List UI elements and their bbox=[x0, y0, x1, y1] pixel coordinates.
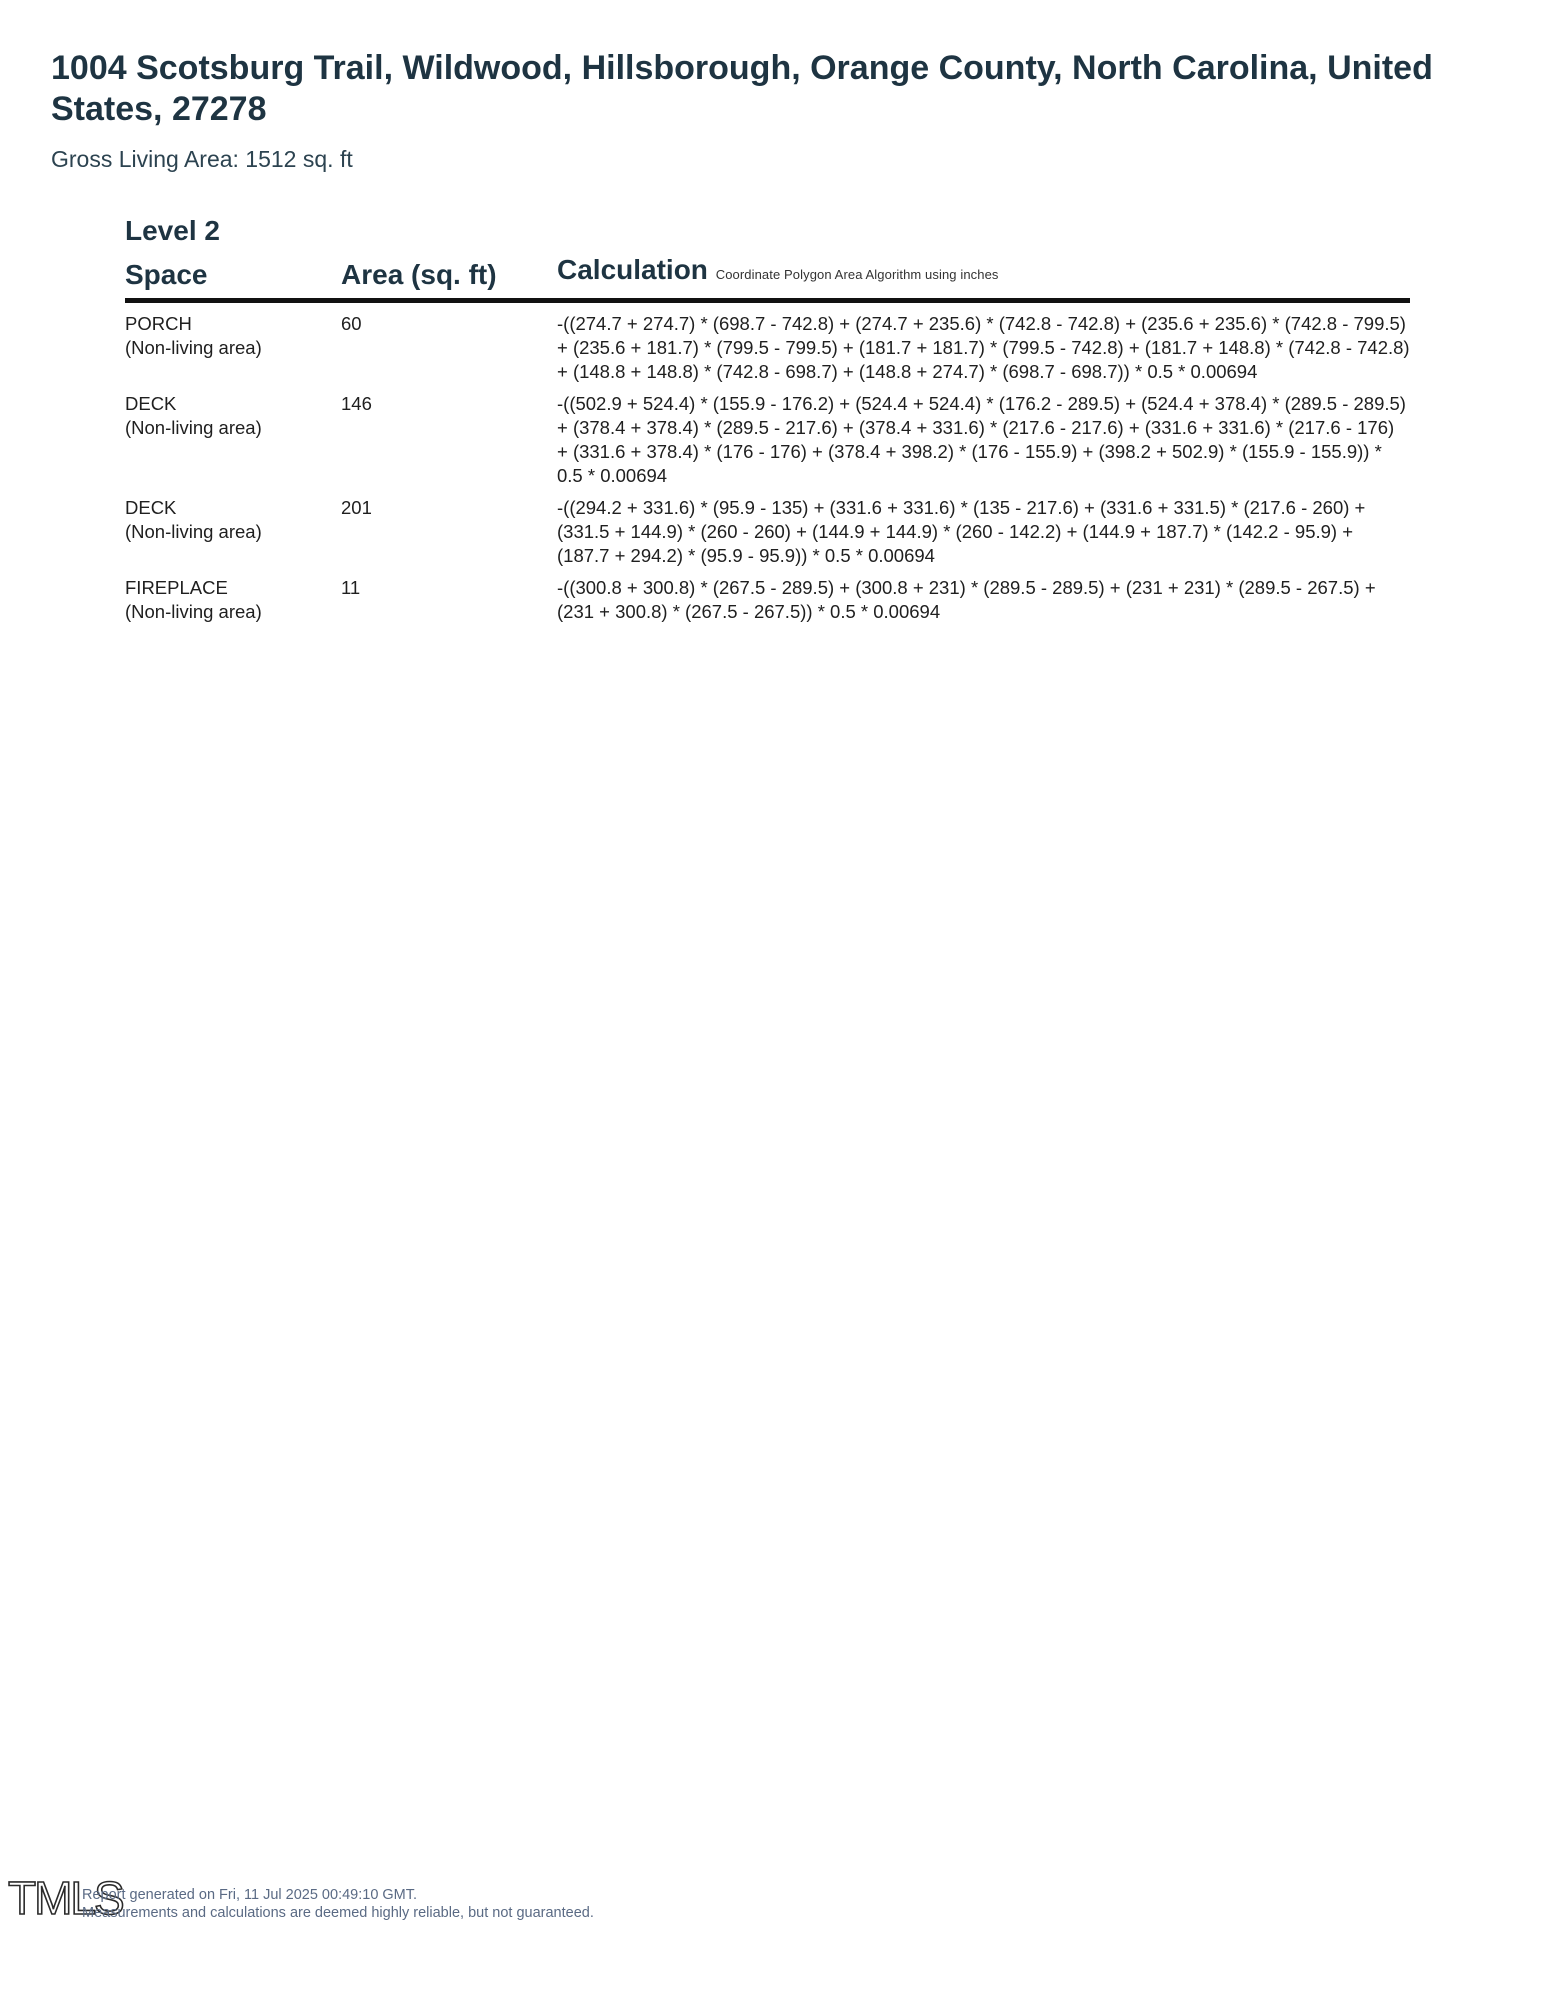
footer-disclaimer bbox=[82, 1886, 594, 1922]
area-table bbox=[125, 256, 1410, 632]
logo-text: TMLS bbox=[8, 1872, 123, 1920]
gross-living-area: Gross Living Area: 1512 sq. ft bbox=[51, 146, 353, 172]
calculation-formula: -((294.2 + 331.6) * (95.9 - 135) + (331.6 + 331.6) * (135 - 217.6) + (331.6 + 331.5) * (217.6 - 260) + (331.5 + 144.9) * (260 - 260) + (144.9 + 144.9) * (260 - 142.2) + (144.9 + 187.7) * (142.2 - 95.9) + (187.7 + 294.2) * (95.9 - 95.9)) * 0.5 * 0.00694 bbox=[557, 497, 1366, 566]
space-type: (Non-living area) bbox=[125, 601, 262, 622]
level-title: Level 2 bbox=[125, 215, 220, 246]
reliability-disclaimer: Measurements and calculations are deemed highly reliable, but not guaranteed. bbox=[82, 1905, 594, 1921]
space-name: DECK bbox=[125, 393, 177, 414]
table-row bbox=[125, 576, 1410, 624]
space-type: (Non-living area) bbox=[125, 521, 262, 542]
space-type: (Non-living area) bbox=[125, 417, 262, 438]
calculation-method-note: Coordinate Polygon Area Algorithm using inches bbox=[715, 267, 999, 282]
column-header-calculation bbox=[557, 253, 999, 292]
column-header-area: Area (sq. ft) bbox=[341, 259, 497, 290]
page-footer bbox=[8, 1872, 708, 1922]
space-name: PORCH bbox=[125, 313, 192, 334]
calculation-formula: -((502.9 + 524.4) * (155.9 - 176.2) + (524.4 + 524.4) * (176.2 - 289.5) + (524.4 + 378.4) * (289.5 - 289.5) + (378.4 + 378.4) * (289.5 - 217.6) + (378.4 + 331.6) * (217.6 - 217.6) + (331.6 + 331.6) * (217.6 - 176) + (331.6 + 378.4) * (176 - 176) + (378.4 + 398.2) * (176 - 155.9) + (398.2 + 502.9) * (155.9 - 155.9)) * 0.5 * 0.00694 bbox=[557, 393, 1406, 486]
space-cell bbox=[125, 312, 341, 384]
space-name: DECK bbox=[125, 497, 177, 518]
space-cell bbox=[125, 392, 341, 488]
table-header bbox=[125, 256, 1410, 303]
space-cell bbox=[125, 576, 341, 624]
space-cell bbox=[125, 496, 341, 568]
table-row bbox=[125, 312, 1410, 384]
calculation-formula: -((274.7 + 274.7) * (698.7 - 742.8) + (274.7 + 235.6) * (742.8 - 742.8) + (235.6 + 235.6) * (742.8 - 799.5) + (235.6 + 181.7) * (799.5 - 799.5) + (181.7 + 181.7) * (799.5 - 742.8) + (181.7 + 148.8) * (742.8 - 742.8) + (148.8 + 148.8) * (742.8 - 698.7) + (148.8 + 274.7) * (698.7 - 698.7)) * 0.5 * 0.00694 bbox=[557, 313, 1410, 382]
space-name: FIREPLACE bbox=[125, 577, 228, 598]
report-generated-text: Report generated on Fri, 11 Jul 2025 00:49:10 GMT. bbox=[82, 1887, 418, 1903]
table-row bbox=[125, 496, 1410, 568]
table-row bbox=[125, 392, 1410, 488]
calculation-formula: -((300.8 + 300.8) * (267.5 - 289.5) + (300.8 + 231) * (289.5 - 289.5) + (231 + 231) * (289.5 - 267.5) + (231 + 300.8) * (267.5 - 267.5)) * 0.5 * 0.00694 bbox=[557, 577, 1376, 622]
table-body bbox=[125, 303, 1410, 624]
space-type: (Non-living area) bbox=[125, 337, 262, 358]
calculation-label: Calculation bbox=[557, 254, 708, 285]
property-address: 1004 Scotsburg Trail, Wildwood, Hillsborough, Orange County, North Carolina, United States, 27278 bbox=[51, 49, 1433, 128]
area-value: 146 bbox=[341, 393, 372, 414]
area-value: 11 bbox=[341, 577, 361, 598]
column-header-space: Space bbox=[125, 259, 208, 290]
area-value: 201 bbox=[341, 497, 372, 518]
area-value: 60 bbox=[341, 313, 362, 334]
